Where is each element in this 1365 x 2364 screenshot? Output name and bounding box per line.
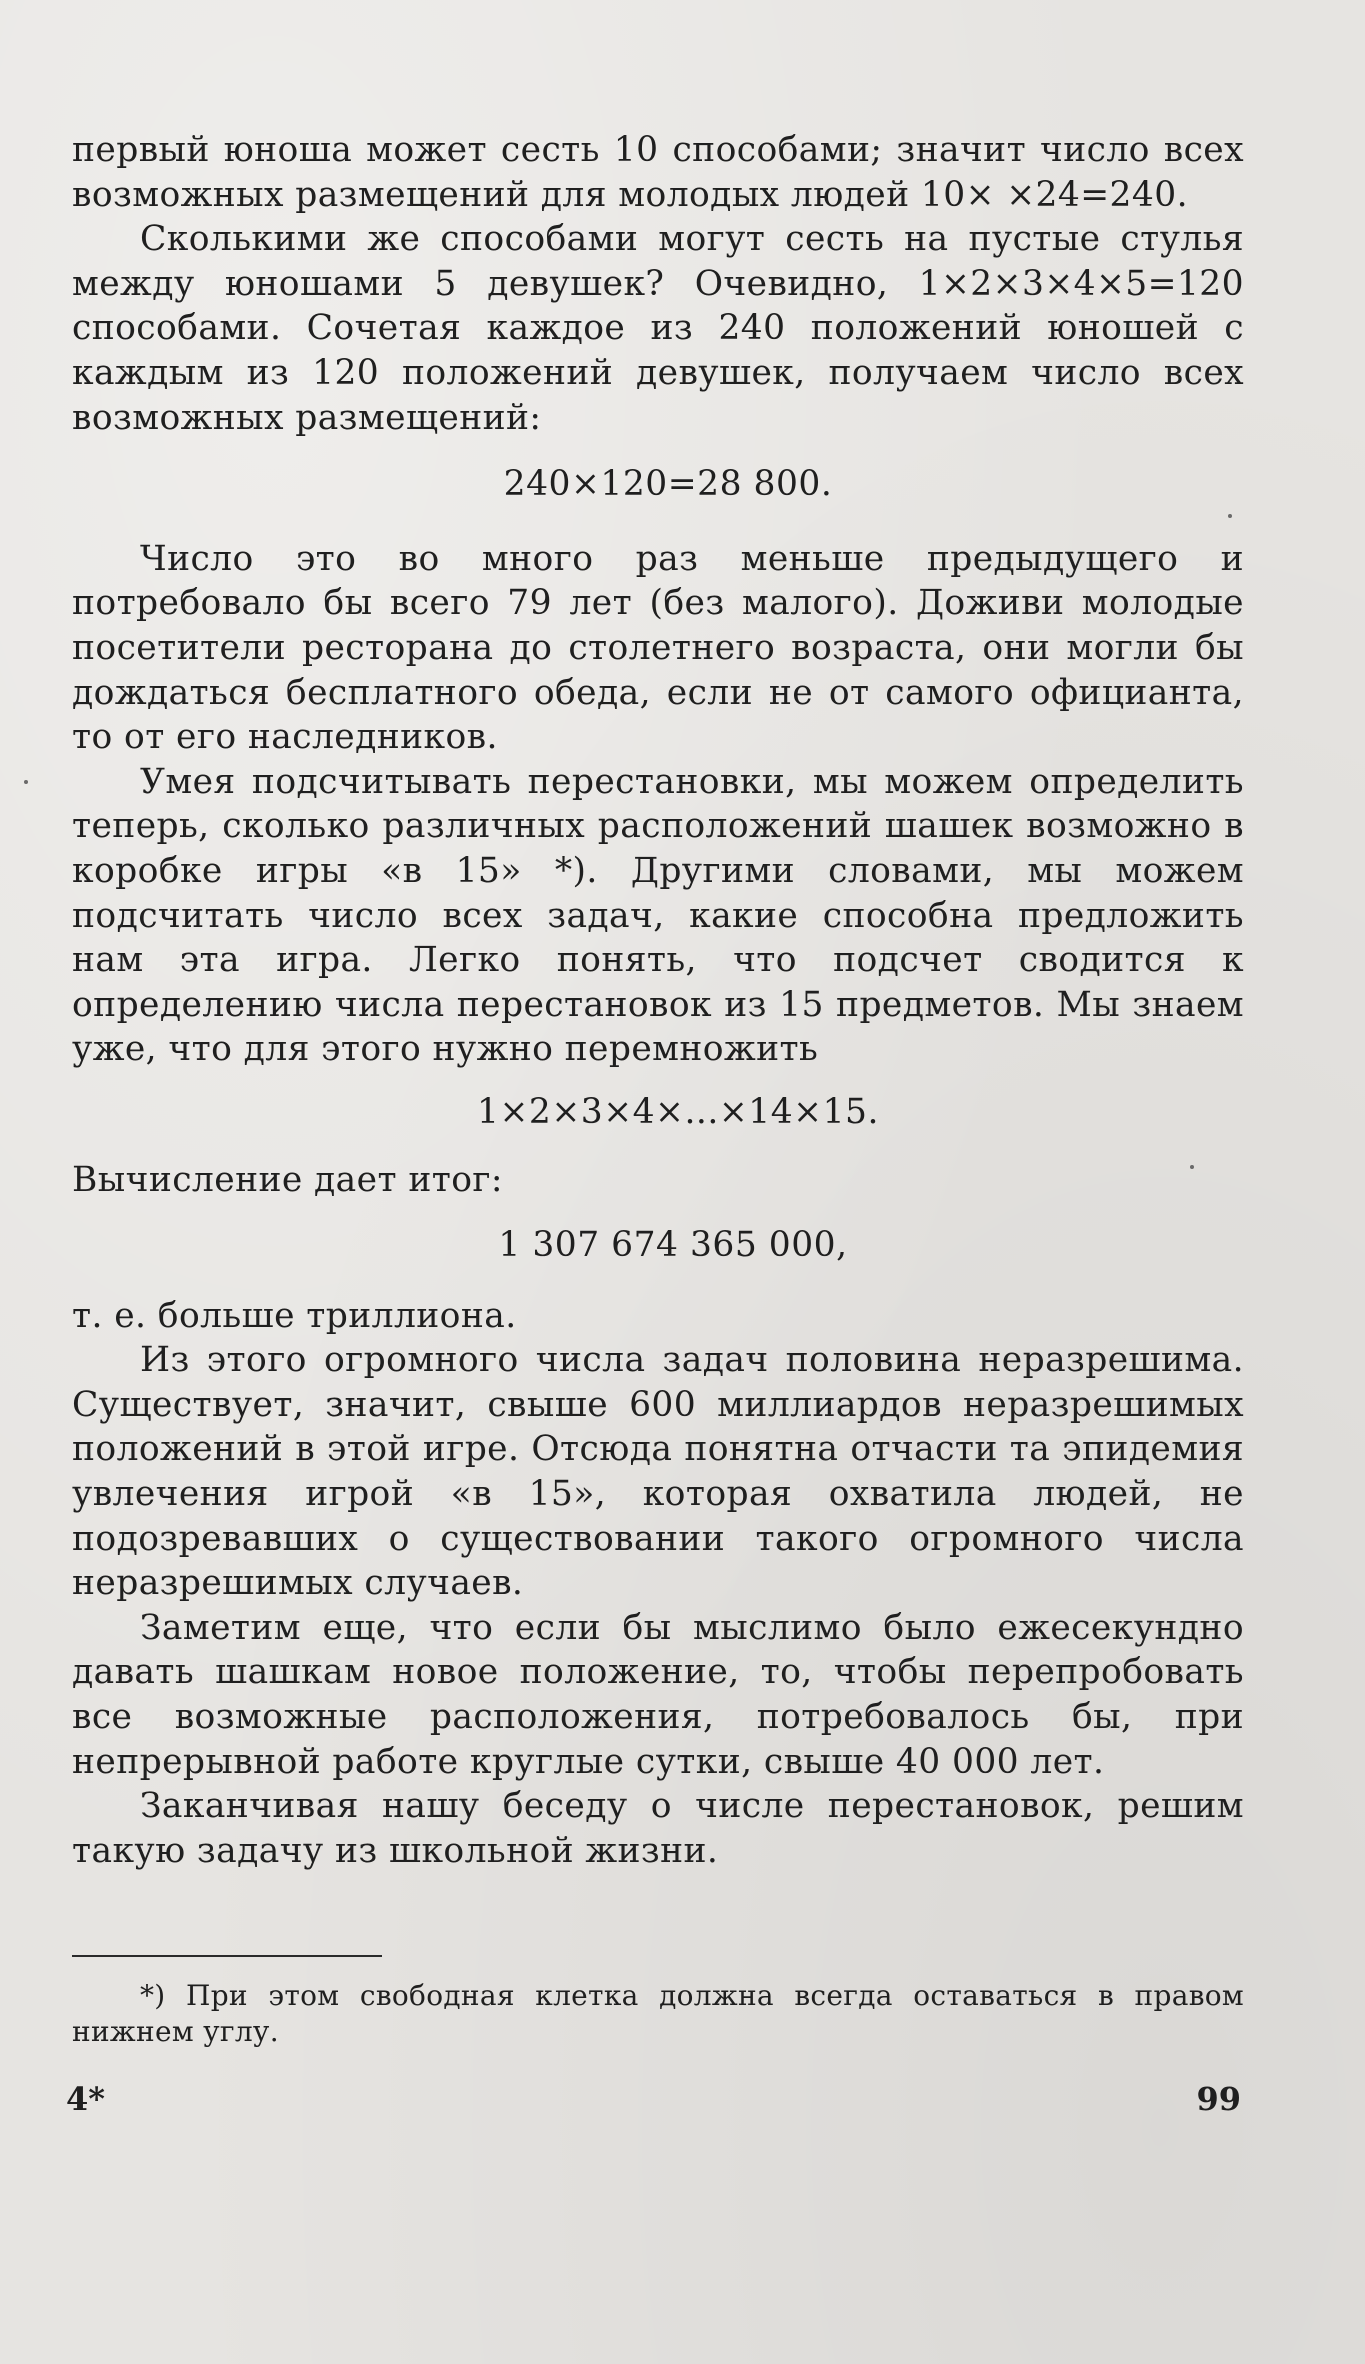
- paragraph-4: Умея подсчитывать перестановки, мы можем определить теперь, сколько различных расположений шашек возможно в коробке игры «в 15» *). Другими словами, мы можем подсчитать число всех задач, какие способна предложить нам эта игра. Легко понять, что подсчет сводится к определению числа перестановок из 15 предметов. Мы знаем уже, что для этого нужно перемножить: [72, 761, 1244, 1070]
- paragraph-7: Из этого огромного числа задач половина неразрешима. Существует, значит, свыше 600 миллиардов неразрешимых положений в этой игре. Отсюда понятна отчасти та эпидемия увлечения игрой «в 15», которая охватила людей, не подозревавших о существовании такого огромного числа неразрешимых случаев.: [72, 1340, 1244, 1604]
- paragraph-5: Вычисление дает итог:: [72, 1160, 503, 1201]
- paragraph-6: т. е. больше триллиона.: [72, 1295, 517, 1336]
- footnote: *) При этом свободная клетка должна всегда оставаться в правом нижнем углу.: [72, 1979, 1244, 2048]
- paragraph-9: Заканчивая нашу беседу о числе перестановок, решим такую задачу из школьной жизни.: [72, 1786, 1244, 1871]
- signature-mark: 4*: [66, 2080, 105, 2118]
- main-text: [72, 128, 1244, 1873]
- speck-mark: [24, 780, 28, 784]
- page-number: 99: [1196, 2080, 1241, 2118]
- paragraph-1: первый юноша может сесть 10 способами; значит число всех возможных размещений для молодых людей 10× ×24=240.: [72, 130, 1244, 215]
- speck-mark: [1228, 514, 1232, 518]
- formula-3: 1 307 674 365 000,: [498, 1225, 848, 1266]
- paragraph-2: Сколькими же способами могут сесть на пустые стулья между юношами 5 девушек? Очевидно, 1×2×3×4×5=120 способами. Сочетая каждое из 240 положений юношей с каждым из 120 положений девушек, получаем число всех возможных размещений:: [72, 219, 1244, 438]
- speck-mark: [1190, 1165, 1194, 1169]
- formula-2: 1×2×3×4×...×14×15.: [477, 1091, 879, 1132]
- paragraph-3: Число это во много раз меньше предыдущего и потребовало бы всего 79 лет (без малого). Доживи молодые посетители ресторана до столетнего возраста, они могли бы дождаться бесплатного обеда, если не от самого официанта, то от его наследников.: [72, 538, 1244, 758]
- paragraph-8: Заметим еще, что если бы мыслимо было ежесекундно давать шашкам новое положение, то, чтобы перепробовать все возможные расположения, потребовалось бы, при непрерывной работе круглые сутки, свыше 40 000 лет.: [72, 1607, 1244, 1782]
- formula-1: 240×120=28 800.: [503, 464, 833, 505]
- footnote-rule: [72, 1955, 382, 1957]
